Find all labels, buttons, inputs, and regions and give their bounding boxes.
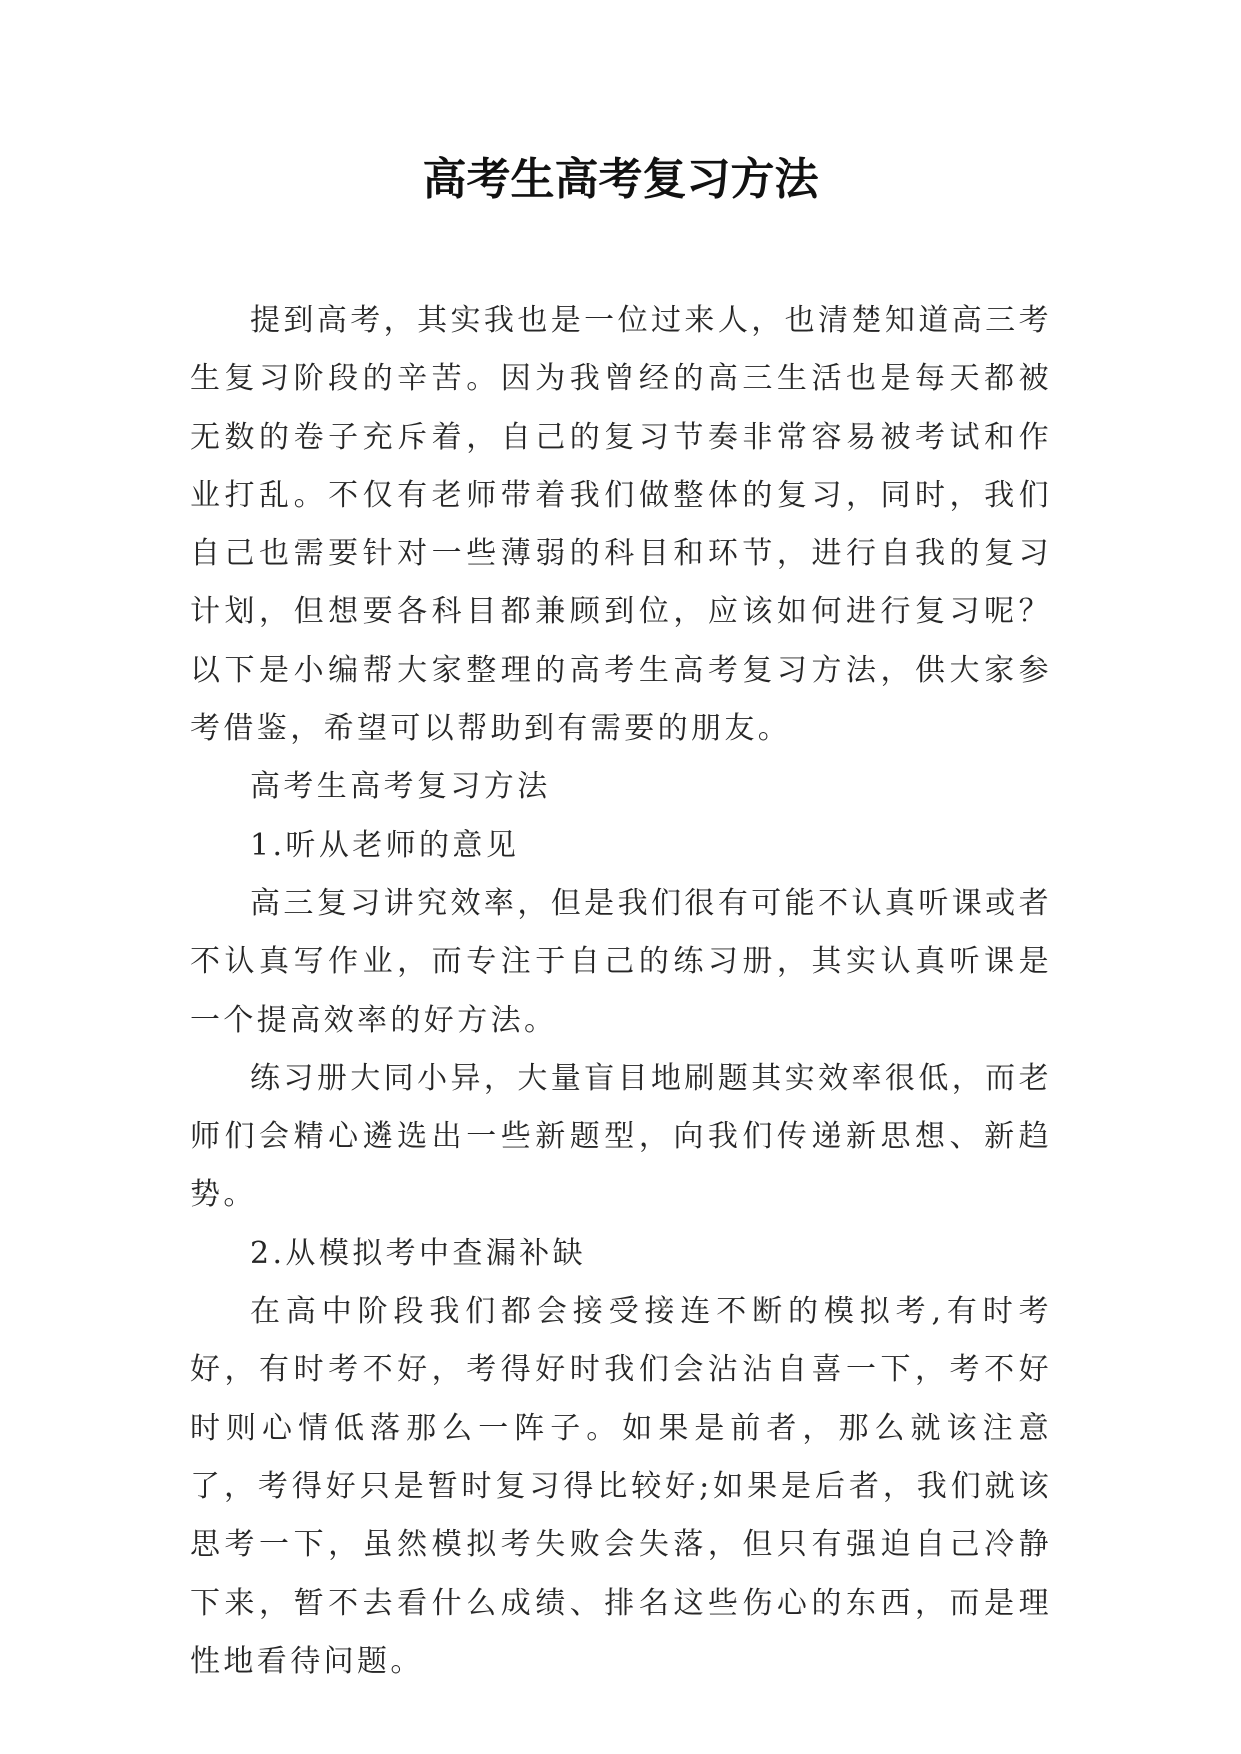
document-title: 高考生高考复习方法 <box>422 154 819 205</box>
subheading-2: 2.从模拟考中查漏补缺 <box>250 1235 587 1271</box>
paragraph-1a: 高三复习讲究效率，但是我们很有可能不认真听课或者不认真写作业，而专注于自己的练习册，其实认真听课是一个提高效率的好方法。 <box>190 885 1052 1038</box>
document-body <box>190 292 1052 1691</box>
subheading-1: 1.听从老师的意见 <box>250 827 520 863</box>
paragraph-2a: 在高中阶段我们都会接受接连不断的模拟考,有时考好，有时考不好，考得好时我们会沾沾自喜一下，考不好时则心情低落那么一阵子。如果是前者，那么就该注意了，考得好只是暂时复习得比较好;如果是后者，我们就该思考一下，虽然模拟考失败会失落，但只有强迫自己冷静下来，暂不去看什么成绩、排名这些伤心的东西，而是理性地看待问题。 <box>190 1294 1052 1679</box>
paragraph-1b: 练习册大同小异，大量盲目地刷题其实效率很低，而老师们会精心遴选出一些新题型，向我们传递新思想、新趋势。 <box>190 1060 1052 1213</box>
section-heading: 高考生高考复习方法 <box>250 769 551 805</box>
paragraph-intro: 提到高考，其实我也是一位过来人，也清楚知道高三考生复习阶段的辛苦。因为我曾经的高三生活也是每天都被无数的卷子充斥着，自己的复习节奏非常容易被考试和作业打乱。不仅有老师带着我们做整体的复习，同时，我们自己也需要针对一些薄弱的科目和环节，进行自我的复习计划，但想要各科目都兼顾到位，应该如何进行复习呢？以下是小编帮大家整理的高考生高考复习方法，供大家参考借鉴，希望可以帮助到有需要的朋友。 <box>190 303 1052 747</box>
